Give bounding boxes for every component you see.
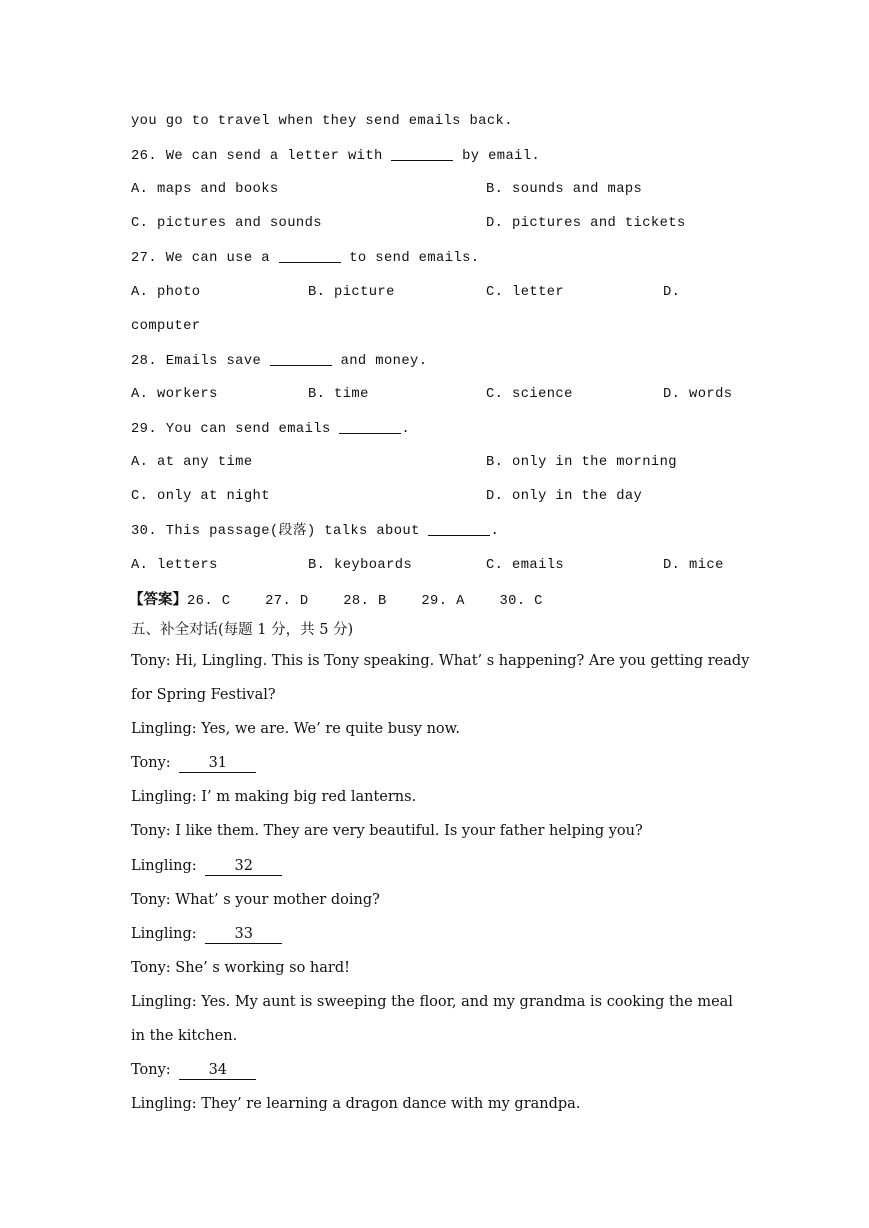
question-27-options <box>131 282 751 304</box>
question-27 <box>131 247 479 269</box>
question-stem-end: . <box>401 422 411 437</box>
question-28 <box>131 350 427 372</box>
option-b: B. sounds and maps <box>486 182 643 197</box>
question-29-options-row1 <box>131 452 751 474</box>
question-30-options <box>131 555 751 577</box>
question-stem-end: by email. <box>462 149 541 164</box>
question-26 <box>131 145 540 167</box>
answer-label: 【答案】 <box>129 591 187 608</box>
answer-blank <box>279 247 341 263</box>
dialogue-line: Lingling: I’ m making big red lanterns. <box>131 789 417 805</box>
answer-blank <box>270 350 332 366</box>
dialogue-line: Tony: She’ s working so hard! <box>131 960 350 976</box>
question-30 <box>131 520 499 542</box>
option-d: D. <box>663 285 681 300</box>
dialogue-blank-31: 31 <box>179 754 256 773</box>
answer-key <box>129 589 543 611</box>
question-29 <box>131 418 410 440</box>
dialogue-line: Tony: What’ s your mother doing? <box>131 892 380 908</box>
question-stem-end: to send emails. <box>349 251 480 266</box>
question-stem: 28. Emails save <box>131 354 262 369</box>
option-d: D. only in the day <box>486 489 643 504</box>
answer-blank <box>428 520 490 536</box>
option-c: C. science <box>486 387 573 402</box>
option-d: D. words <box>663 387 733 402</box>
option-a: A. letters <box>131 558 218 573</box>
section-heading: 五、补全对话(每题 1 分，共 5 分) <box>131 622 354 638</box>
dialogue-line: Lingling: Yes, we are. We’ re quite busy now. <box>131 721 460 737</box>
dialogue-line <box>131 752 256 774</box>
dialogue-line: Tony: Hi, Lingling. This is Tony speaking. What’ s happening? Are you getting ready <box>131 653 750 669</box>
question-26-options-row2 <box>131 213 751 235</box>
dialogue-line: Tony: I like them. They are very beautiful. Is your father helping you? <box>131 823 643 839</box>
answer-blank <box>391 145 453 161</box>
dialogue-line <box>131 923 282 945</box>
speaker: Lingling: <box>131 858 202 874</box>
question-stem-end: and money. <box>340 354 428 369</box>
question-stem: 30. This passage(段落) talks about <box>131 524 420 539</box>
dialogue-line <box>131 855 282 877</box>
question-26-options-row1 <box>131 179 751 201</box>
dialogue-line: in the kitchen. <box>131 1028 238 1044</box>
dialogue-blank-34: 34 <box>179 1061 256 1080</box>
option-b: B. time <box>308 387 369 402</box>
option-c: C. only at night <box>131 489 270 504</box>
question-28-options <box>131 384 751 406</box>
option-a: A. photo <box>131 285 201 300</box>
question-stem: 26. We can send a letter with <box>131 149 383 164</box>
dialogue-blank-32: 32 <box>205 857 282 876</box>
option-d: D. pictures and tickets <box>486 216 686 231</box>
question-stem-end: . <box>490 524 500 539</box>
question-stem: 29. You can send emails <box>131 422 331 437</box>
dialogue-blank-33: 33 <box>205 925 282 944</box>
option-a: A. at any time <box>131 455 253 470</box>
passage-text: you go to travel when they send emails back. <box>131 114 513 129</box>
option-a: A. workers <box>131 387 218 402</box>
dialogue-line: for Spring Festival? <box>131 687 276 703</box>
speaker: Tony: <box>131 755 176 771</box>
question-29-options-row2 <box>131 486 751 508</box>
option-a: A. maps and books <box>131 182 279 197</box>
option-b: B. keyboards <box>308 558 413 573</box>
option-c: C. letter <box>486 285 565 300</box>
speaker: Tony: <box>131 1062 176 1078</box>
option-c: C. emails <box>486 558 565 573</box>
answer-text: 26. C 27. D 28. B 29. A 30. C <box>187 594 543 609</box>
dialogue-line <box>131 1059 256 1081</box>
option-d-text: computer <box>131 319 201 334</box>
dialogue-line: Lingling: Yes. My aunt is sweeping the floor, and my grandma is cooking the meal <box>131 994 733 1010</box>
question-stem: 27. We can use a <box>131 251 270 266</box>
option-d: D. mice <box>663 558 724 573</box>
option-c: C. pictures and sounds <box>131 216 322 231</box>
option-b: B. only in the morning <box>486 455 677 470</box>
speaker: Lingling: <box>131 926 202 942</box>
dialogue-line: Lingling: They’ re learning a dragon dance with my grandpa. <box>131 1096 581 1112</box>
answer-blank <box>339 418 401 434</box>
option-b: B. picture <box>308 285 395 300</box>
